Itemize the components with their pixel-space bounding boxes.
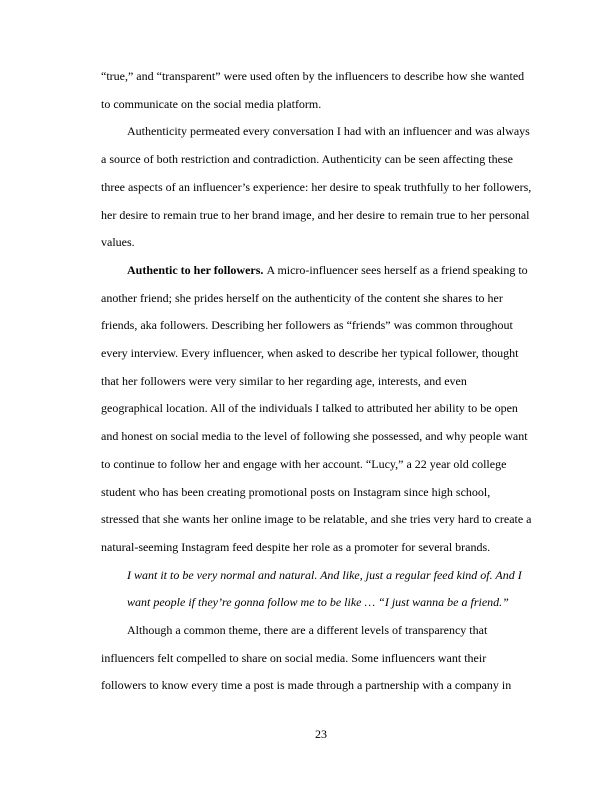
text-line: three aspects of an influencer’s experience: her desire to speak truthfully to her followers, — [101, 179, 532, 194]
text-line: another friend; she prides herself on the authenticity of the content she shares to her — [101, 290, 503, 305]
page-number: 23 — [315, 727, 327, 741]
run-in-heading: Authentic to her followers. — [127, 262, 267, 277]
block-quote-line: want people if they’re gonna follow me to be like … “I just wanna be a friend.” — [127, 595, 509, 610]
text-line: followers to know every time a post is made through a partnership with a company in — [101, 678, 512, 693]
text-line: student who has been creating promotional posts on Instagram since high school, — [101, 484, 491, 499]
paragraph-first-line: Although a common theme, there are a different levels of transparency that — [127, 623, 488, 638]
text-line: that her followers were very similar to her regarding age, interests, and even — [101, 373, 467, 388]
paragraph-first-line: Authenticity permeated every conversation I had with an influencer and was always — [127, 124, 530, 139]
text-line: a source of both restriction and contradiction. Authenticity can be seen affecting these — [101, 152, 513, 167]
paragraph-first-line — [101, 257, 541, 285]
text-line: to communicate on the social media platform. — [101, 96, 322, 111]
text-run: A micro-influencer sees herself as a friend speaking to — [266, 262, 528, 277]
body-text — [101, 63, 541, 700]
text-line: geographical location. All of the individuals I talked to attributed her ability to be open — [101, 401, 518, 416]
text-line: her desire to remain true to her brand image, and her desire to remain true to her personal — [101, 207, 530, 222]
text-line: influencers felt compelled to share on social media. Some influencers want their — [101, 650, 487, 665]
text-line: to continue to follow her and engage with her account. “Lucy,” a 22 year old college — [101, 456, 507, 471]
text-line: stressed that she wants her online image to be relatable, and she tries very hard to create a — [101, 512, 532, 527]
text-line: “true,” and “transparent” were used often by the influencers to describe how she wanted — [101, 69, 525, 83]
block-quote-line: I want it to be very normal and natural. And like, just a regular feed kind of. And I — [127, 567, 522, 582]
text-line: friends, aka followers. Describing her followers as “friends” was common throughout — [101, 318, 513, 333]
text-line: natural-seeming Instagram feed despite her role as a promoter for several brands. — [101, 539, 491, 554]
text-line: and honest on social media to the level of following she possessed, and why people want — [101, 429, 528, 444]
text-line: values. — [101, 235, 135, 250]
text-line: every interview. Every influencer, when asked to describe her typical follower, thought — [101, 346, 519, 361]
